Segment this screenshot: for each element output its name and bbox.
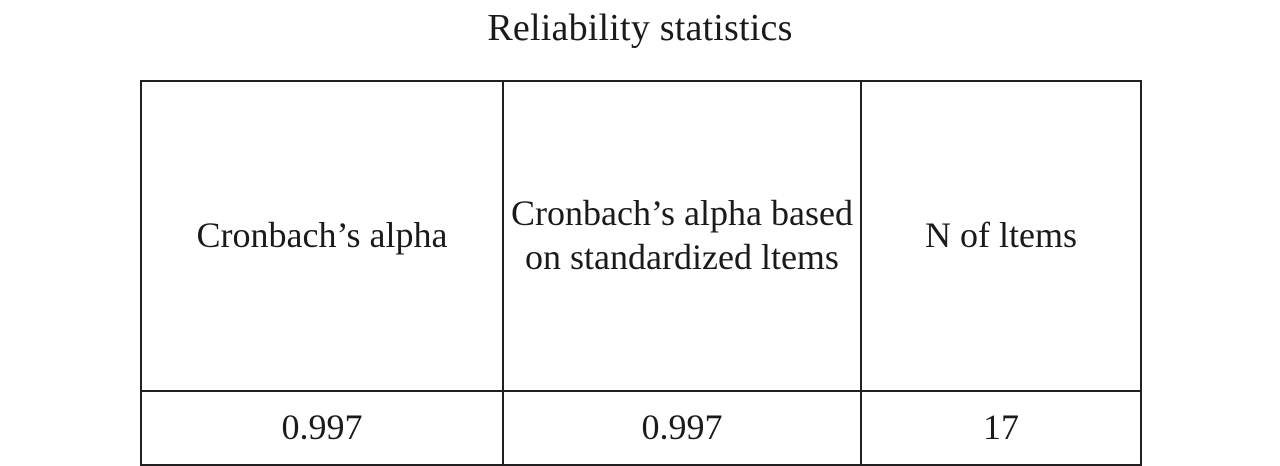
cell-cronbachs-alpha-value: 0.997 [141,391,503,465]
page-title: Reliability statistics [487,7,793,49]
cell-n-of-items-value: 17 [861,391,1141,465]
column-header-cronbachs-alpha-standardized: Cronbach’s alpha based on standardized ltems [503,81,861,391]
column-header-cronbachs-alpha: Cronbach’s alpha [141,81,503,391]
table-row [141,391,1141,465]
table-header-row [141,81,1141,391]
reliability-statistics-table-wrapper [140,80,1140,466]
cell-cronbachs-alpha-standardized-value: 0.997 [503,391,861,465]
reliability-statistics-table [140,80,1142,466]
column-header-n-of-items: N of ltems [861,81,1141,391]
